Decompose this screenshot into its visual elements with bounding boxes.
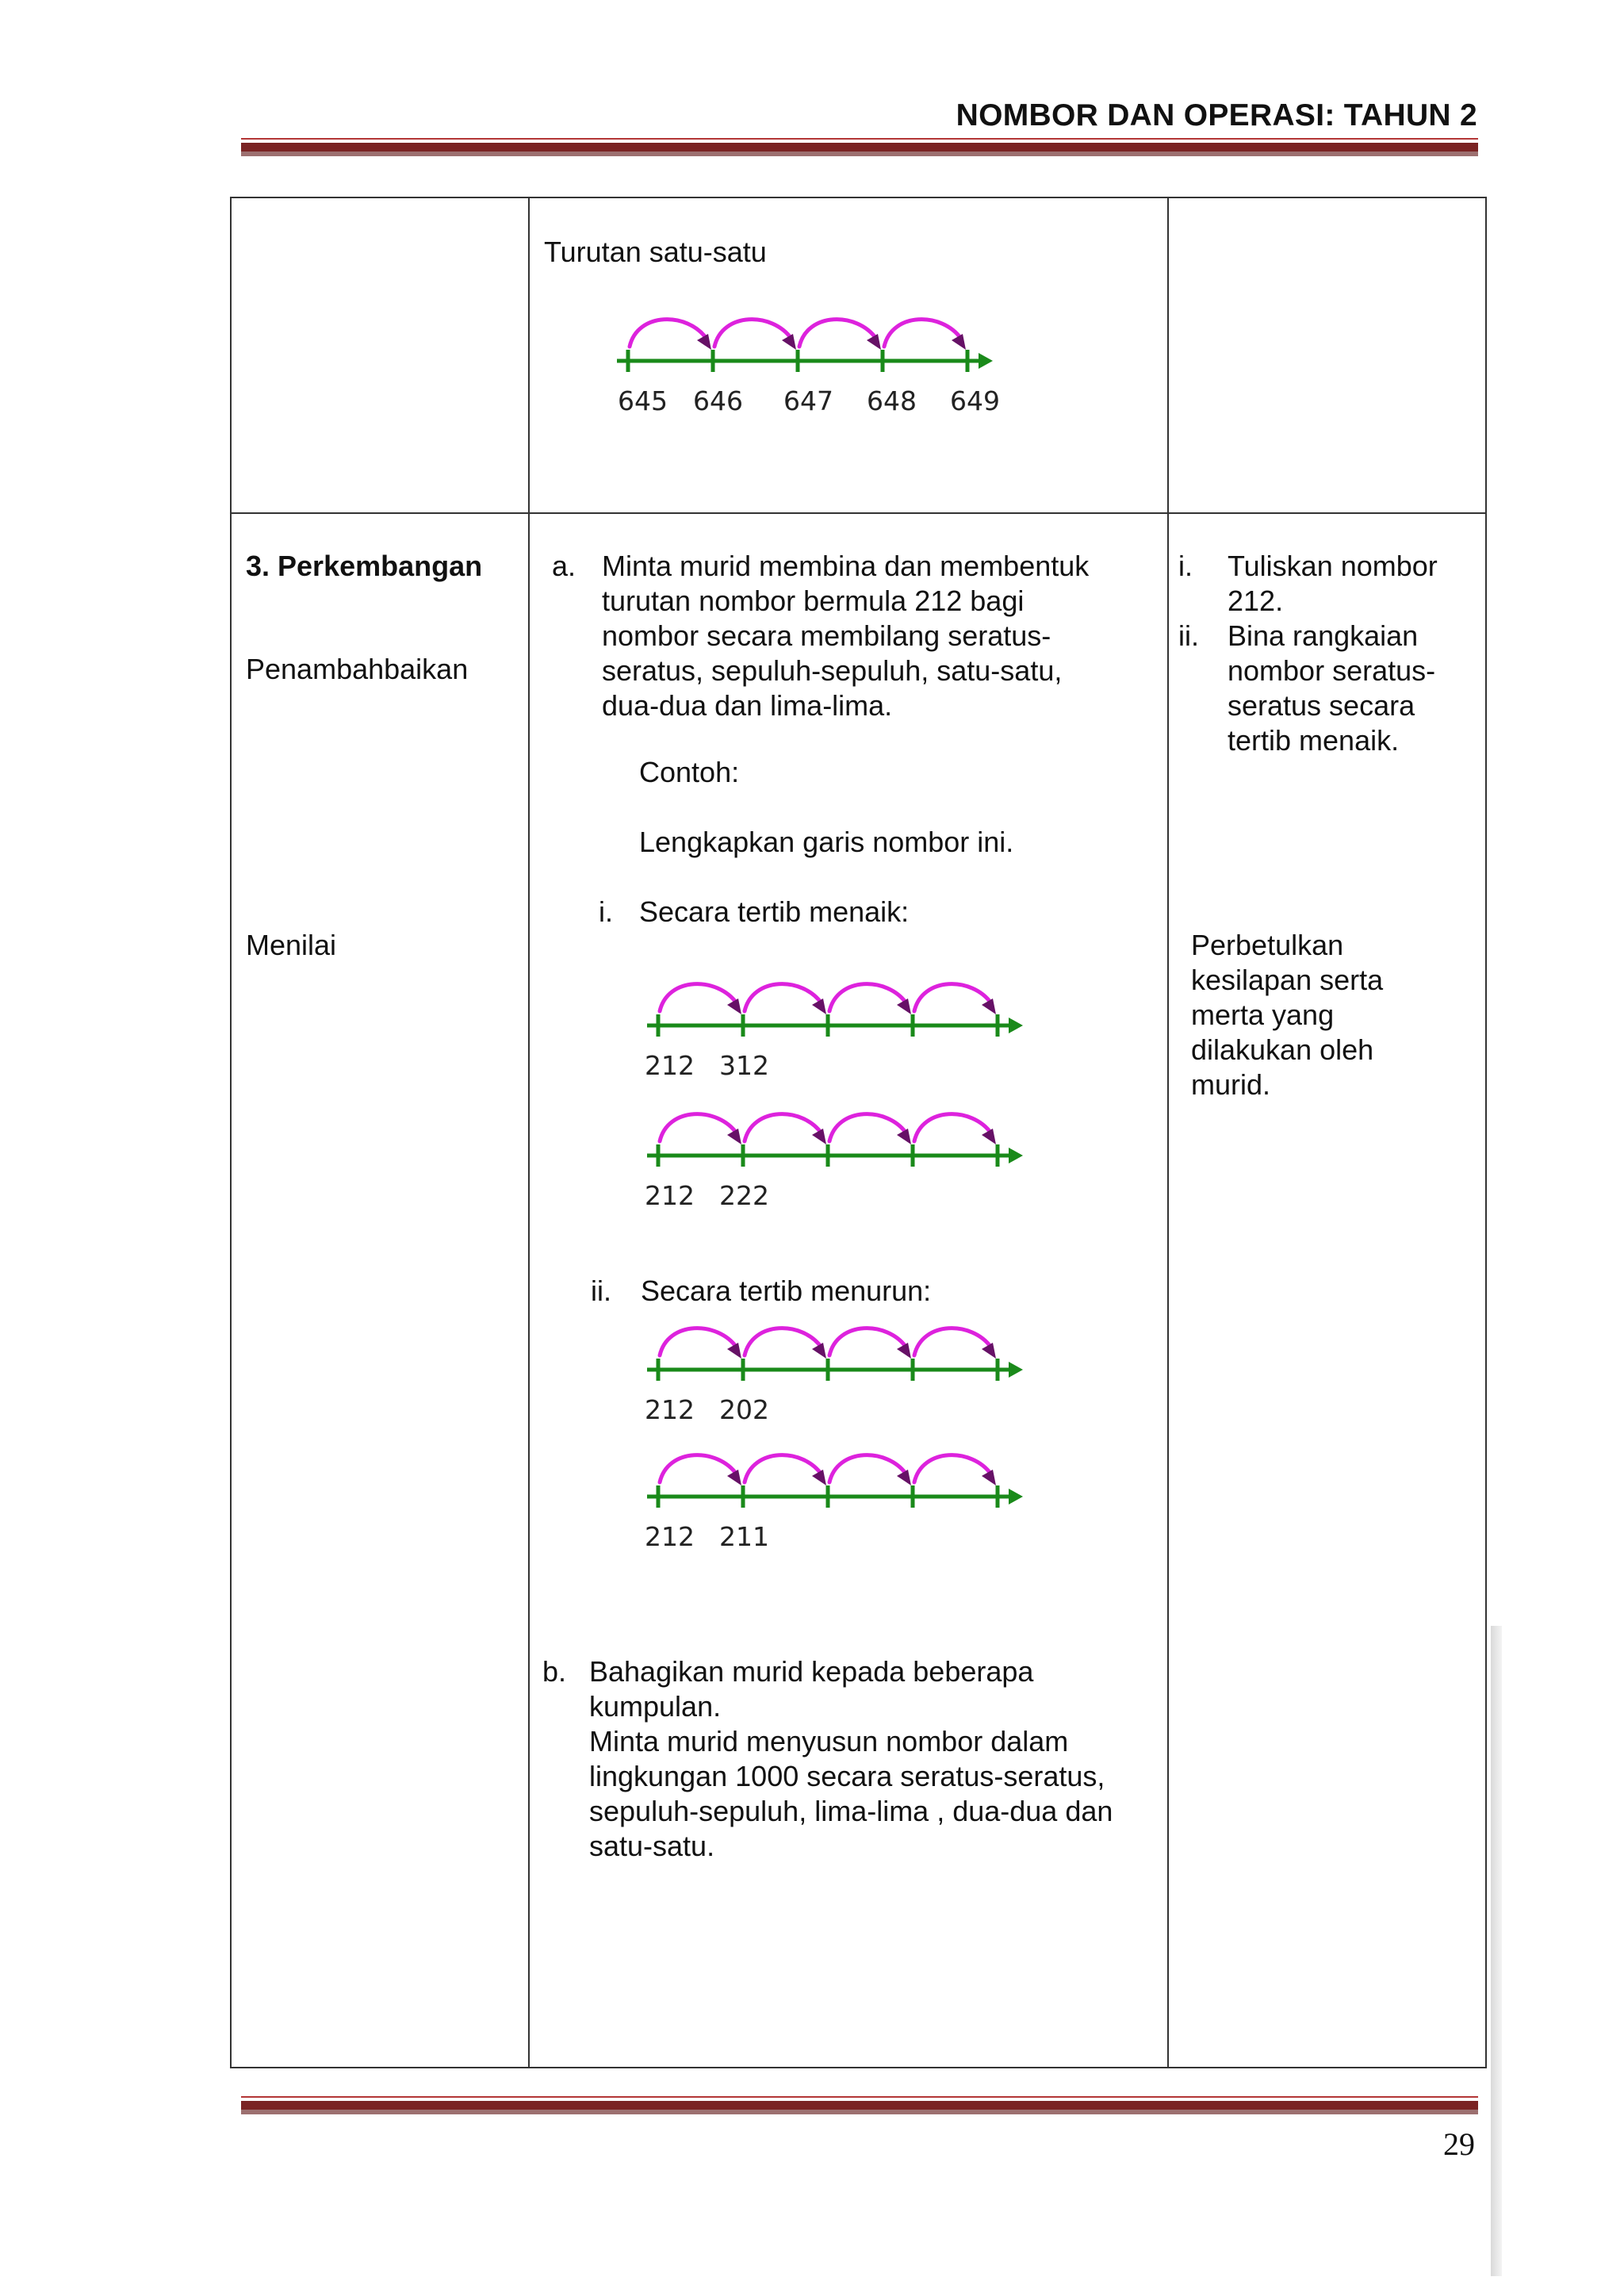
number-line-label: 212 <box>645 1394 695 1425</box>
hop-arrowhead <box>867 334 881 350</box>
feedback-line: dilakukan oleh <box>1191 1033 1374 1066</box>
page-number: 29 <box>1443 2126 1475 2162</box>
note-ii-line: Bina rangkaian <box>1228 619 1419 652</box>
feedback-line: Perbetulkan <box>1191 929 1344 961</box>
number-line-arrowhead <box>1009 1362 1023 1378</box>
hop-arrowhead <box>982 999 996 1014</box>
hop-arc <box>660 1114 737 1141</box>
hop-arrowhead <box>727 999 741 1014</box>
hop-arrowhead <box>982 1129 996 1144</box>
hop-arrowhead <box>982 1470 996 1485</box>
activity-b-line: lingkungan 1000 secara seratus-seratus, <box>589 1760 1105 1792</box>
column-divider-2 <box>1167 198 1169 2067</box>
hop-arrowhead <box>982 1343 996 1359</box>
note-marker-ii: ii. <box>1178 619 1199 652</box>
note-i-line: 212. <box>1228 585 1284 617</box>
hop-arrowhead <box>812 1470 826 1485</box>
number-line-label: 212 <box>645 1050 695 1081</box>
activity-a-line: nombor secara membilang seratus- <box>602 619 1051 652</box>
footer-rule <box>241 2096 1478 2114</box>
example-instruction: Lengkapkan garis nombor ini. <box>639 826 1014 858</box>
hop-arc <box>799 320 876 347</box>
activity-a-line: dua-dua dan lima-lima. <box>602 689 893 722</box>
number-line-label: 211 <box>719 1521 769 1552</box>
hop-arrowhead <box>812 1129 826 1144</box>
hop-arrowhead <box>697 334 711 350</box>
number-line-arrowhead <box>1009 1489 1023 1504</box>
hop-arrowhead <box>897 1129 911 1144</box>
feedback-line: merta yang <box>1191 999 1335 1031</box>
hop-arc <box>914 1114 991 1141</box>
hop-arrowhead <box>727 1470 741 1485</box>
hop-arc <box>714 320 791 347</box>
hop-arc <box>745 1114 822 1141</box>
number-line-label: 648 <box>867 385 917 416</box>
hop-arrowhead <box>727 1129 741 1144</box>
number-line-label: 212 <box>645 1180 695 1211</box>
number-line <box>641 1322 1053 1386</box>
example-label: Contoh: <box>639 756 740 788</box>
number-line-label: 649 <box>950 385 1000 416</box>
hop-arrowhead <box>897 999 911 1014</box>
column-divider-1 <box>528 198 530 2067</box>
number-line <box>641 1449 1053 1512</box>
item-marker-a: a. <box>552 550 576 582</box>
hop-arc <box>829 1114 906 1141</box>
ascending-caption: Secara tertib menaik: <box>639 895 910 928</box>
activity-a-line: turutan nombor bermula 212 bagi <box>602 585 1025 617</box>
sequence-caption: Turutan satu-satu <box>544 236 767 268</box>
hop-arc <box>914 984 991 1011</box>
hop-arc <box>660 984 737 1011</box>
number-line-arrowhead <box>1009 1018 1023 1033</box>
feedback-line: murid. <box>1191 1068 1271 1101</box>
hop-arc <box>660 1328 737 1355</box>
hop-arrowhead <box>812 1343 826 1359</box>
hop-arc <box>829 984 906 1011</box>
hop-arrowhead <box>897 1470 911 1485</box>
note-ii-line: seratus secara <box>1228 689 1415 722</box>
number-line-label: 222 <box>719 1180 769 1211</box>
activity-b-line: sepuluh-sepuluh, lima-lima , dua-dua dan <box>589 1795 1113 1827</box>
sub-marker-ii: ii. <box>591 1274 611 1307</box>
hop-arrowhead <box>812 999 826 1014</box>
hop-arc <box>745 984 822 1011</box>
number-line-arrowhead <box>979 353 993 369</box>
number-line-label: 202 <box>719 1394 769 1425</box>
stage-subheading-improvement: Penambahbaikan <box>246 653 469 685</box>
number-line-label: 212 <box>645 1521 695 1552</box>
number-line-label: 646 <box>693 385 743 416</box>
number-line-label: 645 <box>618 385 668 416</box>
number-line-label: 647 <box>783 385 833 416</box>
hop-arc <box>914 1328 991 1355</box>
hop-arc <box>660 1455 737 1482</box>
hop-arc <box>884 320 961 347</box>
activity-a-line: Minta murid membina dan membentuk <box>602 550 1090 582</box>
note-marker-i: i. <box>1178 550 1193 582</box>
number-line-label: 312 <box>719 1050 769 1081</box>
number-line <box>641 1108 1053 1171</box>
hop-arc <box>829 1328 906 1355</box>
item-marker-b: b. <box>542 1655 567 1688</box>
activity-b-line: satu-satu. <box>589 1830 715 1862</box>
descending-caption: Secara tertib menurun: <box>641 1274 932 1307</box>
hop-arc <box>745 1328 822 1355</box>
number-line <box>641 978 1053 1041</box>
hop-arc <box>630 320 707 347</box>
activity-b-line: Minta murid menyusun nombor dalam <box>589 1725 1069 1757</box>
activity-a-line: seratus, sepuluh-sepuluh, satu-satu, <box>602 654 1063 687</box>
page-header-title: NOMBOR DAN OPERASI: TAHUN 2 <box>956 98 1477 132</box>
hop-arrowhead <box>727 1343 741 1359</box>
feedback-line: kesilapan serta <box>1191 964 1384 996</box>
hop-arc <box>914 1455 991 1482</box>
hop-arc <box>745 1455 822 1482</box>
note-i-line: Tuliskan nombor <box>1228 550 1438 582</box>
activity-b-line: kumpulan. <box>589 1690 722 1723</box>
row-divider <box>232 512 1485 514</box>
page-edge-shadow <box>1491 1626 1502 2276</box>
note-ii-line: nombor seratus- <box>1228 654 1436 687</box>
hop-arrowhead <box>952 334 966 350</box>
number-line-arrowhead <box>1009 1148 1023 1163</box>
number-line <box>611 313 1023 377</box>
note-ii-line: tertib menaik. <box>1228 724 1400 757</box>
activity-b-line: Bahagikan murid kepada beberapa <box>589 1655 1034 1688</box>
stage-subheading-assessment: Menilai <box>246 929 337 961</box>
stage-heading: 3. Perkembangan <box>246 550 483 582</box>
header-rule <box>241 138 1478 156</box>
hop-arc <box>829 1455 906 1482</box>
hop-arrowhead <box>897 1343 911 1359</box>
hop-arrowhead <box>782 334 796 350</box>
sub-marker-i: i. <box>599 895 613 928</box>
